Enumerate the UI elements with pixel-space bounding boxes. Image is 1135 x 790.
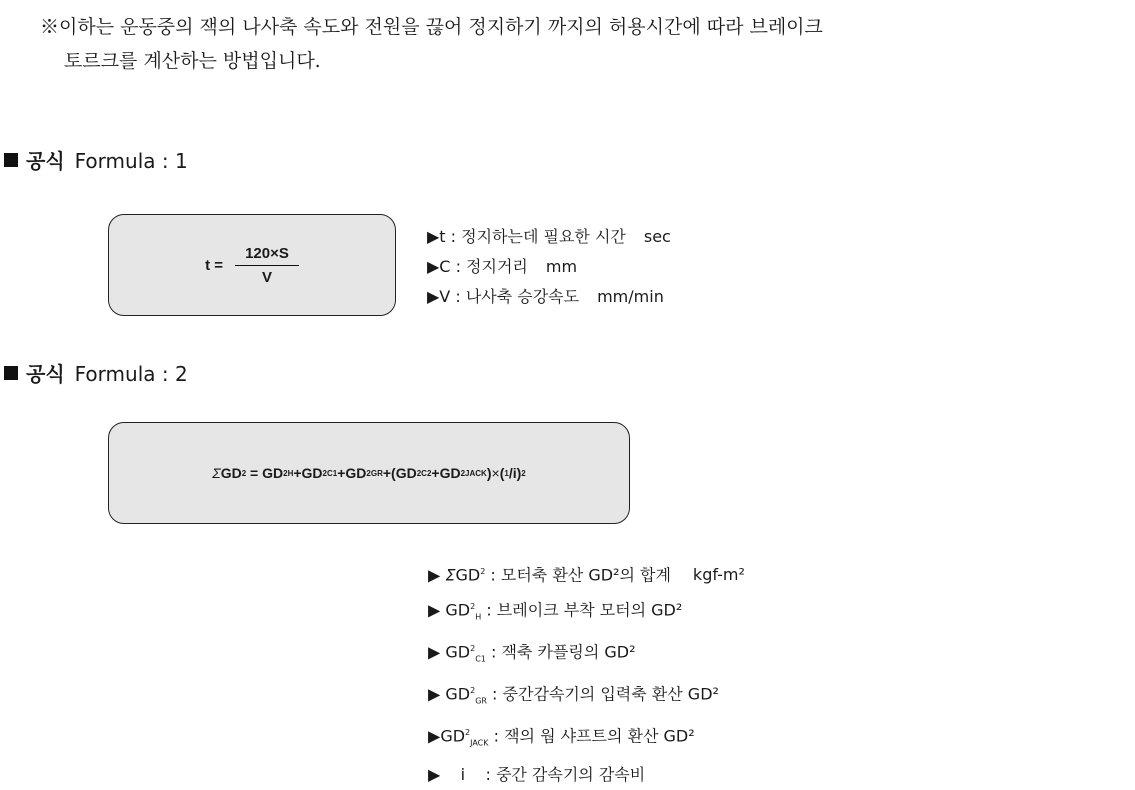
gd-term: GD (395, 465, 417, 481)
formula-2-expression (109, 423, 629, 523)
plus-sign: + (382, 465, 392, 481)
def-i-marker: ▶ (428, 764, 441, 784)
legend-c-unit: mm (545, 257, 578, 276)
sup-2: 2 (366, 468, 371, 478)
sub-jack: JACK (470, 738, 489, 748)
sup-2: 2 (470, 601, 476, 611)
formula-1-heading (4, 145, 188, 174)
gd-term: GD (345, 465, 367, 481)
formula-2-heading-en: Formula : 2 (74, 362, 188, 386)
sub-jack: JACK (465, 468, 487, 478)
legend-item-c (427, 252, 671, 282)
sub-c1: C1 (475, 654, 486, 664)
gd-term: GD (301, 465, 323, 481)
open-paren: ( (391, 465, 396, 481)
legend-t-unit: sec (643, 227, 671, 246)
times-sign: × (491, 465, 500, 481)
sup-2: 2 (283, 468, 288, 478)
sub-h: H (475, 612, 482, 622)
plus-sign: + (431, 465, 440, 481)
def-i (428, 759, 745, 790)
formula-1-box (108, 214, 396, 316)
intro-text (40, 10, 823, 78)
black-square-bullet-icon (4, 153, 18, 167)
legend-item-t (427, 222, 671, 252)
def-c1-desc: : 잭축 카플링의 GD² (485, 642, 636, 662)
sup-2: 2 (480, 567, 486, 576)
sub-c2: C2 (421, 468, 432, 478)
legend-item-v (427, 282, 671, 312)
formula-1-numerator: 120×S (235, 245, 299, 266)
formula-2-box (108, 422, 630, 524)
gd-term: GD (445, 642, 471, 662)
gd-term: GD (445, 600, 471, 620)
plus-sign: + (337, 465, 346, 481)
def-gd2-c1: ▶ $GD^2_{C1}$ : 잭축 카플링의 GD² (428, 642, 636, 664)
sup-2: 2 (521, 468, 526, 478)
gd-term: GD (440, 726, 466, 746)
def-jack-desc: : 잭의 웜 샤프트의 환산 GD² (488, 726, 695, 746)
legend-v-text: ▶V : 나사축 승강속도 (427, 287, 580, 306)
ratio-one: 1 (504, 468, 509, 478)
legend-c-text: ▶C : 정지거리 (427, 257, 528, 276)
gd-term: GD (262, 465, 284, 481)
sup-2: 2 (460, 468, 466, 478)
formula-1-denominator: V (261, 268, 272, 286)
formula-1-expression (109, 215, 395, 315)
ratio-rest: /i) (508, 465, 522, 481)
sup-2: 2 (241, 468, 247, 478)
sub-gr: GR (475, 696, 487, 706)
intro-line-2: 토르크를 계산하는 방법입니다. (64, 50, 321, 72)
formula-1-legend (427, 222, 671, 312)
def-sum-desc: : 모터축 환산 GD²의 합계 (485, 565, 671, 585)
def-sum-gd2: ▶ ΣGD$^2$ : 모터축 환산 GD²의 합계 kgf-m² (428, 565, 745, 585)
sub-c1: C1 (326, 468, 338, 478)
formula-1-fraction (235, 245, 299, 286)
gd-term: GD (445, 684, 471, 704)
black-square-bullet-icon (4, 366, 18, 380)
plus-sign: + (293, 465, 302, 481)
formula-2-definitions (428, 556, 745, 790)
def-gr-desc: : 중간감속기의 입력축 환산 GD² (486, 684, 719, 704)
legend-t-text: ▶t : 정지하는데 필요한 시간 (427, 227, 626, 246)
gd-term: GD (455, 565, 481, 585)
def-i-desc: : 중간 감속기의 감속비 (480, 764, 646, 784)
legend-v-unit: mm/min (597, 287, 664, 306)
gd-term: GD (439, 465, 461, 481)
sigma-symbol: Σ (212, 465, 221, 481)
sub-h: H (287, 468, 294, 478)
equals-sign: = (250, 465, 259, 481)
sigma-symbol: Σ (445, 565, 456, 585)
sup-2: 2 (416, 468, 422, 478)
close-paren: ) (486, 465, 492, 481)
formula-1-heading-ko: 공식 (26, 149, 65, 173)
formula-1-heading-en: Formula : 1 (74, 149, 188, 173)
def-sum-unit: kgf-m² (692, 565, 745, 585)
formula-2-heading-ko: 공식 (26, 362, 65, 386)
sup-2: 2 (470, 685, 476, 695)
formula-1-lhs: t = (205, 256, 224, 274)
sub-gr: GR (370, 468, 383, 478)
formula-2-heading (4, 358, 188, 387)
def-gd2-h: ▶ $GD^2_H$ : 브레이크 부착 모터의 GD² (428, 600, 683, 622)
sup-2: 2 (322, 468, 327, 478)
def-h-desc: : 브레이크 부착 모터의 GD² (481, 600, 683, 620)
gd-term: GD (220, 465, 242, 481)
def-gd2-jack: $▶GD^2_{JACK}$ : 잭의 웜 샤프트의 환산 GD² (428, 726, 695, 748)
sup-2: 2 (465, 727, 471, 737)
def-i-symbol: i (460, 764, 466, 784)
sup-2: 2 (470, 643, 476, 653)
def-gd2-gr: ▶ $GD^2_{GR}$ : 중간감속기의 입력축 환산 GD² (428, 684, 719, 706)
intro-line-1: ※이하는 운동중의 잭의 나사축 속도와 전원을 끊어 정지하기 까지의 허용시간에 따라 브레이크 (40, 16, 823, 38)
ratio-open: ( (499, 465, 505, 481)
